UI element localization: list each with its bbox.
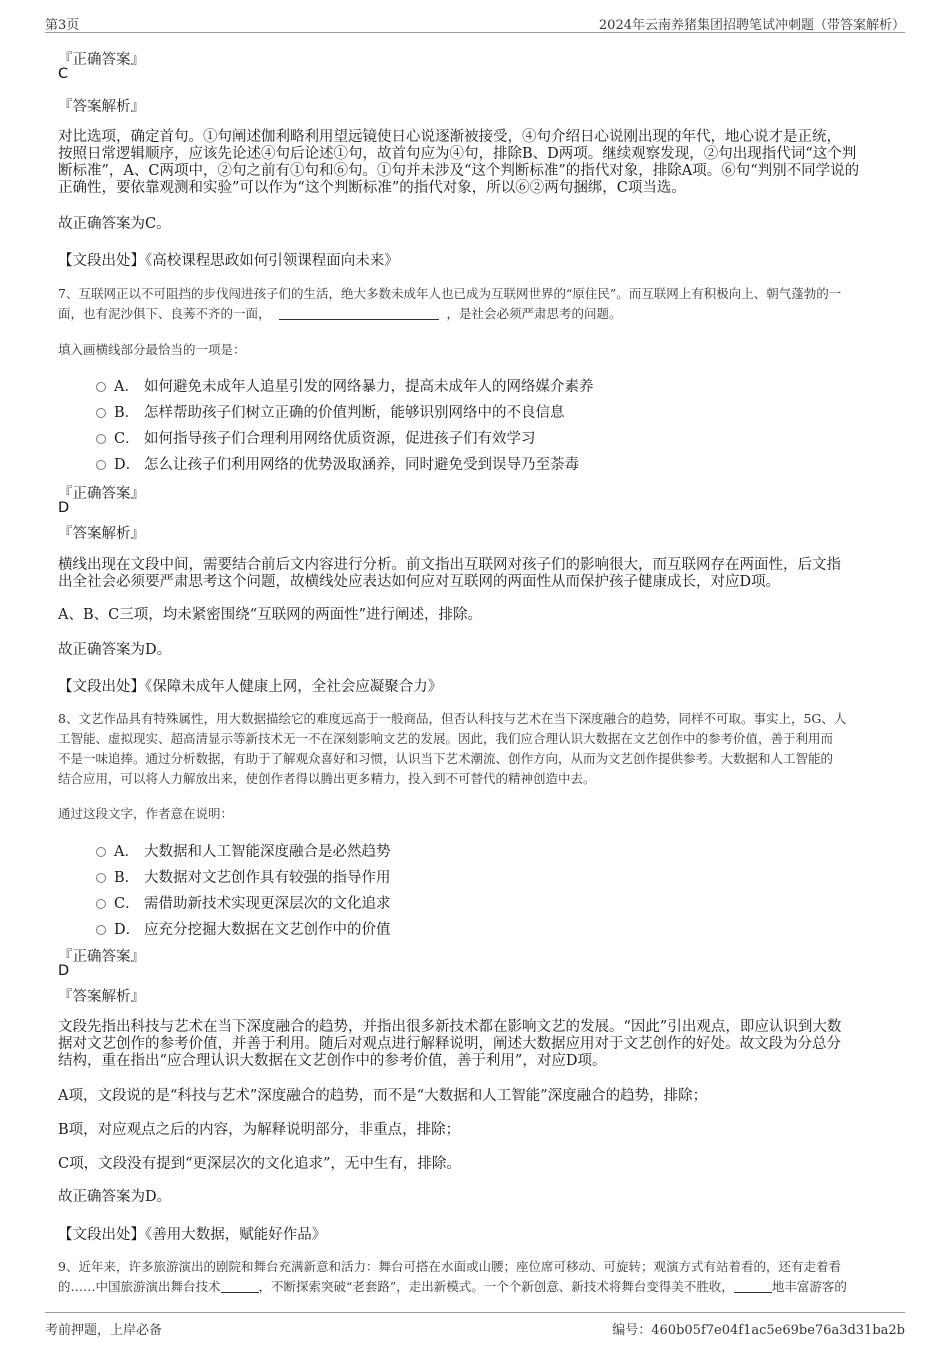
source-title: 《善用大数据，赋能好作品》 — [145, 1227, 327, 1243]
correct-answer-label: 『正确答案』 — [58, 486, 145, 502]
fill-blank — [734, 1292, 772, 1293]
stem-line: 7、互联网正以不可阻挡的步伐闯进孩子们的生活，绝大多数未成年人也已成为互联网世界的“原住民”。而互联网上有积极向上、朝气蓬勃的一 — [58, 286, 842, 301]
option-c[interactable] — [96, 427, 536, 447]
stem-line: 不是一味追捧。通过分析数据，有助于了解观众喜好和习惯，认识当下艺术潮流、创作方向，从而为文艺创作提供参考。大数据和人工智能的 — [58, 751, 834, 766]
analysis-line: 按照日常逻辑顺序，应该先论述④句后论述①句，故首句应为④句，排除B、D两项。继续观察发现，②句出现指代词“这个判 — [58, 146, 857, 162]
source-citation — [58, 675, 442, 696]
source-prefix: 【文段出处】 — [58, 1227, 145, 1243]
analysis-label: 『答案解析』 — [58, 989, 145, 1005]
option-a[interactable] — [96, 375, 594, 395]
source-title: 《保障未成年人健康上网，全社会应凝聚合力》 — [145, 679, 443, 695]
option-text: 如何指导孩子们合理利用网络优质资源，促进孩子们有效学习 — [144, 431, 536, 447]
option-letter: C． — [114, 896, 140, 912]
correct-answer-value: D — [58, 500, 70, 516]
document-serial: 编号：460b05f7e04f1ac5e69be76a3d31ba2b — [612, 1323, 905, 1338]
option-letter: B． — [114, 405, 140, 421]
analysis-line: 断标准”，A、C两项中，②句之前有①句和⑥句。①句并未涉及“这个判断标准”的指代对象，排除A项。⑥句“判别不同学说的 — [58, 163, 860, 179]
option-a[interactable] — [96, 840, 391, 860]
stem-line: 9、近年来，许多旅游演出的剧院和舞台充满新意和活力：舞台可搭在水面或山腰；座位席可移动、可旋转；观演方式有站着看的，还有走着看 — [58, 1259, 841, 1274]
source-citation — [58, 249, 399, 270]
option-a-reason: A项，文段说的是“科技与艺术”深度融合的趋势，而不是“大数据和人工智能”深度融合的趋势，排除； — [58, 1088, 708, 1104]
analysis-line: 据对文艺创作的参考价值，并善于利用。随后对观点进行解释说明，阐述大数据应用对于文艺创作的好处。故文段为分总分 — [58, 1036, 841, 1052]
radio-icon[interactable] — [96, 460, 106, 470]
analysis-line: 对比选项，确定首句。①句阐述伽利略利用望远镜使日心说逐渐被接受，④句介绍日心说刚出现的年代，地心说才是正统， — [58, 129, 841, 145]
radio-icon[interactable] — [96, 434, 106, 444]
question-prompt: 通过这段文字，作者意在说明： — [58, 806, 234, 821]
option-letter: D． — [114, 922, 141, 938]
option-letter: D． — [114, 457, 141, 473]
analysis-line: 正确性，要依靠观测和实验”可以作为“这个判断标准”的指代对象，所以⑥②两句捆绑，C项当选。 — [58, 180, 686, 196]
analysis-text — [58, 557, 908, 591]
correct-answer-label: 『正确答案』 — [58, 52, 145, 68]
question-prompt: 填入画横线部分最恰当的一项是： — [58, 342, 246, 357]
stem-text: ，是社会必须严肃思考的问题。 — [446, 306, 622, 321]
fill-blank — [279, 319, 439, 320]
radio-icon[interactable] — [96, 847, 106, 857]
analysis-line: 文段先指出科技与艺术在当下深度融合的趋势，并指出很多新技术都在影响文艺的发展。“因此”引出观点，即应认识到大数 — [58, 1019, 842, 1035]
option-c[interactable] — [96, 892, 391, 912]
stem-line: 工智能、虚拟现实、超高清显示等新技术无一不在深刻影响文艺的发展。因此，我们应合理认识大数据在文艺创作中的参考价值，善于利用而 — [58, 731, 834, 746]
option-letter: B． — [114, 870, 140, 886]
correct-answer-label: 『正确答案』 — [58, 949, 145, 965]
option-letter: A． — [114, 844, 139, 860]
source-citation — [58, 1223, 326, 1244]
analysis-label: 『答案解析』 — [58, 99, 145, 115]
source-prefix: 【文段出处】 — [58, 679, 145, 695]
radio-icon[interactable] — [96, 873, 106, 883]
stem-line: 结合应用，可以将人力解放出来，使创作者得以腾出更多精力，投入到不可替代的精神创造中去。 — [58, 771, 596, 786]
source-prefix: 【文段出处】 — [58, 253, 145, 269]
conclusion-text: 故正确答案为D。 — [58, 1189, 172, 1205]
exclusion-text: A、B、C三项，均未紧密围绕“互联网的两面性”进行阐述，排除。 — [58, 607, 483, 623]
footer-slogan: 考前押题，上岸必备 — [45, 1323, 163, 1338]
analysis-line: 出全社会必须要严肃思考这个问题，故横线处应表达如何应对互联网的两面性从而保护孩子健康成长，对应D项。 — [58, 574, 781, 590]
option-b-reason: B项，对应观点之后的内容，为解释说明部分，非重点，排除； — [58, 1122, 461, 1138]
stem-text: 的……中国旅游演出舞台技术 — [58, 1279, 221, 1294]
page-number: 第3页 — [45, 18, 80, 33]
option-letter: C． — [114, 431, 140, 447]
question-stem — [58, 1257, 908, 1297]
option-text: 应充分挖掘大数据在文艺创作中的价值 — [144, 922, 391, 938]
analysis-line: 结构，重在指出“应合理认识大数据在文艺创作中的参考价值，善于利用”，对应D项。 — [58, 1053, 607, 1069]
radio-icon[interactable] — [96, 408, 106, 418]
stem-line — [58, 304, 908, 324]
stem-text: 面，也有泥沙俱下、良莠不齐的一面， — [58, 306, 271, 321]
option-d[interactable] — [96, 453, 579, 473]
page-header — [45, 8, 905, 33]
option-d[interactable] — [96, 918, 391, 938]
option-b[interactable] — [96, 401, 565, 421]
option-text: 怎么让孩子们利用网络的优势汲取涵养，同时避免受到误导乃至荼毒 — [144, 457, 579, 473]
analysis-text — [58, 129, 908, 197]
radio-icon[interactable] — [96, 925, 106, 935]
document-title: 2024年云南养猪集团招聘笔试冲刺题（带答案解析） — [598, 18, 905, 33]
radio-icon[interactable] — [96, 899, 106, 909]
correct-answer-value: C — [58, 66, 69, 82]
option-c-reason: C项，文段没有提到“更深层次的文化追求”，无中生有，排除。 — [58, 1156, 461, 1172]
correct-answer-value: D — [58, 963, 70, 979]
stem-line — [58, 1277, 908, 1297]
option-letter: A． — [114, 379, 139, 395]
option-text: 大数据和人工智能深度融合是必然趋势 — [144, 844, 391, 860]
option-b[interactable] — [96, 866, 391, 886]
stem-text: 地丰富游客的 — [771, 1279, 847, 1294]
option-text: 如何避免未成年人追星引发的网络暴力，提高未成年人的网络媒介素养 — [144, 379, 594, 395]
question-stem — [58, 284, 908, 324]
conclusion-text: 故正确答案为C。 — [58, 216, 171, 232]
option-text: 怎样帮助孩子们树立正确的价值判断，能够识别网络中的不良信息 — [144, 405, 565, 421]
source-title: 《高校课程思政如何引领课程面向未来》 — [145, 253, 399, 269]
option-text: 需借助新技术实现更深层次的文化追求 — [144, 896, 391, 912]
conclusion-text: 故正确答案为D。 — [58, 642, 172, 658]
page-footer — [45, 1312, 905, 1337]
analysis-label: 『答案解析』 — [58, 526, 145, 542]
option-text: 大数据对文艺创作具有较强的指导作用 — [144, 870, 391, 886]
stem-line: 8、文艺作品具有特殊属性，用大数据描绘它的难度远高于一般商品，但否认科技与艺术在当下深度融合的趋势，同样不可取。事实上，5G、人 — [58, 711, 847, 726]
question-stem — [58, 709, 908, 789]
analysis-text — [58, 1019, 908, 1070]
fill-blank — [221, 1292, 259, 1293]
radio-icon[interactable] — [96, 382, 106, 392]
stem-text: ，不断探索突破“老套路”，走出新模式。一个个新创意、新技术将舞台变得美不胜收， — [258, 1279, 734, 1294]
analysis-line: 横线出现在文段中间，需要结合前后文内容进行分析。前文指出互联网对孩子们的影响很大，而互联网存在两面性，后文指 — [58, 557, 841, 573]
